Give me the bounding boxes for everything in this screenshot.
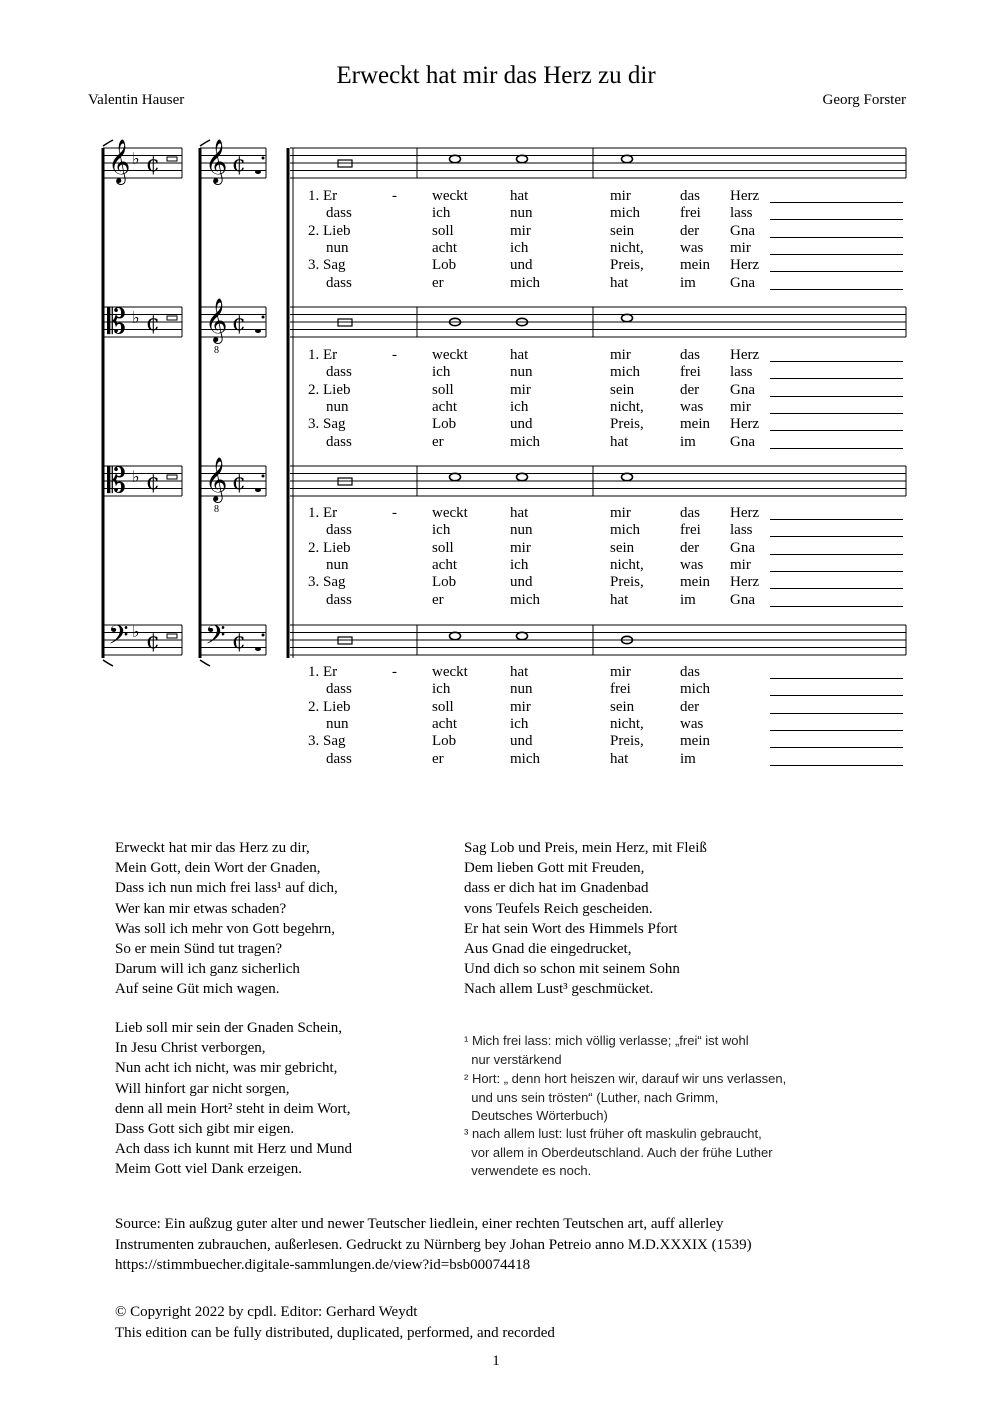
breve-mark bbox=[167, 157, 177, 161]
lyric-syllable: mir bbox=[610, 664, 631, 680]
cut-time-signature: ¢ bbox=[146, 311, 160, 336]
lyric-syllable: das bbox=[680, 188, 700, 204]
flat-key-signature: ♭ bbox=[132, 622, 140, 641]
whole-note bbox=[517, 632, 528, 639]
lyric-syllable: lass bbox=[730, 205, 753, 222]
bass-clef: 𝄢 bbox=[108, 619, 129, 657]
lyric-syllable: Gna bbox=[730, 433, 755, 450]
lyric-syllable: 1. Er bbox=[308, 188, 338, 204]
lyric-extender bbox=[770, 219, 903, 220]
lyric-syllable: sein bbox=[610, 381, 635, 398]
lyric-syllable: soll bbox=[432, 539, 454, 556]
lyric-extender bbox=[770, 519, 903, 520]
lyric-syllable: der bbox=[680, 222, 700, 239]
dot bbox=[262, 475, 265, 478]
cut-time-signature: ¢ bbox=[232, 629, 246, 654]
lyric-syllable: im bbox=[680, 274, 696, 291]
cut-time-signature: ¢ bbox=[146, 629, 160, 654]
footnote-2: ² Hort: „ denn hort heiszen wir, darauf wir uns verlassen, und uns sein trösten“ (Luther, nach Grimm, Deutsches Wörterbuch) bbox=[464, 1071, 787, 1123]
lyric-syllable: und bbox=[510, 574, 533, 591]
lyric-syllable: sein bbox=[610, 539, 635, 556]
lyric-syllable: dass bbox=[326, 433, 352, 450]
lyric-syllable: - bbox=[392, 505, 397, 521]
lyric-syllable: mir bbox=[730, 239, 751, 256]
lyric-extender bbox=[770, 536, 903, 537]
flat-key-signature: ♭ bbox=[132, 467, 140, 486]
whole-note bbox=[517, 473, 528, 480]
lyric-syllable: nun bbox=[510, 364, 533, 381]
lyric-syllable: mein bbox=[680, 574, 710, 591]
cut-time-signature: ¢ bbox=[232, 152, 246, 177]
lyric-syllable: Gna bbox=[730, 539, 755, 556]
lyric-syllable: der bbox=[680, 381, 700, 398]
lyric-syllable: nun bbox=[510, 522, 533, 539]
lyric-syllable: weckt bbox=[432, 505, 468, 521]
lyric-extender bbox=[770, 289, 903, 290]
lyric-syllable: was bbox=[680, 556, 704, 573]
lyric-syllable: mir bbox=[510, 698, 531, 715]
lyric-syllable: mir bbox=[610, 505, 631, 521]
lyric-extender bbox=[770, 747, 903, 748]
lyric-syllable: was bbox=[680, 239, 704, 256]
page-title: Erweckt hat mir das Herz zu dir bbox=[336, 62, 656, 89]
breve-note bbox=[338, 319, 352, 326]
lyric-syllable: dass bbox=[326, 364, 352, 381]
treble-clef: 𝄞 bbox=[205, 298, 228, 342]
lyric-syllable: ich bbox=[432, 205, 451, 222]
incipit-note bbox=[255, 170, 261, 174]
lyric-syllable: Lob bbox=[432, 257, 457, 274]
lyric-syllable: hat bbox=[510, 347, 529, 363]
alto-clef: 𝄡 bbox=[107, 302, 126, 342]
lyric-extender bbox=[770, 430, 903, 431]
lyric-syllable: dass bbox=[326, 522, 352, 539]
lyric-syllable: Preis, bbox=[610, 257, 644, 274]
lyric-syllable: Lob bbox=[432, 416, 457, 433]
cut-time-signature: ¢ bbox=[146, 152, 160, 177]
lyric-syllable: - bbox=[392, 347, 397, 363]
breve-mark bbox=[167, 475, 177, 479]
lyric-syllable: lass bbox=[730, 522, 753, 539]
whole-note bbox=[450, 473, 461, 480]
lyric-extender bbox=[770, 678, 903, 679]
lyric-syllable: im bbox=[680, 433, 696, 450]
lyric-syllable: nun bbox=[326, 556, 349, 573]
lyric-syllable: dass bbox=[326, 205, 352, 222]
source-citation: Source: Ein außzug guter alter und newer Teutscher liedlein, einer rechten Teutschen art, auff allerley Instrumenten zubrauchen, außerlesen. Gedruckt zu Nürnberg bey Johan Petreio anno M.D.XXXIX (1539) https://stimmbuecher.digitale-sammlungen.de/view?id=bsb00074418 bbox=[115, 1216, 752, 1273]
lyric-syllable: Gna bbox=[730, 274, 755, 291]
lyric-syllable: frei bbox=[680, 522, 701, 539]
lyric-syllable: 3. Sag bbox=[308, 574, 346, 591]
lyric-syllable: frei bbox=[610, 681, 631, 698]
lyric-syllable: Gna bbox=[730, 591, 755, 608]
lyric-syllable: mir bbox=[730, 556, 751, 573]
lyric-syllable: im bbox=[680, 591, 696, 608]
lyric-extender bbox=[770, 254, 903, 255]
cut-time-signature: ¢ bbox=[232, 311, 246, 336]
poem-stanza-2: Lieb soll mir sein der Gnaden Schein, In Jesu Christ verborgen, Nun acht ich nicht, was mir gebricht, Will hinfort gar nicht sorgen, denn all mein Hort² steht in deim Wort, Dass Gott sich gibt mir eigen. Ach dass ich kunnt mit Herz und Mund Meim Gott viel Dank erzeigen. bbox=[115, 1020, 353, 1178]
lyric-syllable: nicht, bbox=[610, 398, 644, 415]
lyric-syllable: der bbox=[680, 698, 700, 715]
lyric-syllable: hat bbox=[610, 274, 629, 291]
lyric-syllable: mir bbox=[610, 188, 631, 204]
lyric-extender bbox=[770, 237, 903, 238]
lyric-syllable: was bbox=[680, 398, 704, 415]
lyric-syllable: mir bbox=[510, 381, 531, 398]
arranger-credit: Valentin Hauser bbox=[88, 92, 185, 108]
lyric-syllable: 1. Er bbox=[308, 347, 338, 363]
lyric-extender bbox=[770, 695, 903, 696]
page-number: 1 bbox=[492, 1353, 500, 1369]
whole-note bbox=[622, 155, 633, 162]
octave-mark: 8 bbox=[214, 345, 219, 356]
lyric-syllable: sein bbox=[610, 698, 635, 715]
lyric-syllable: mein bbox=[680, 416, 710, 433]
lyric-syllable: frei bbox=[680, 205, 701, 222]
poem-stanza-1: Erweckt hat mir das Herz zu dir, Mein Gott, dein Wort der Gnaden, Dass ich nun mich frei lass¹ auf dich, Wer kan mir etwas schaden? Was soll ich mehr von Gott begehrn, So er mein Sünd tut tragen? Darum will ich ganz sicherlich Auf seine Güt mich wagen. bbox=[115, 840, 338, 998]
octave-mark: 8 bbox=[214, 504, 219, 515]
lyric-syllable: das bbox=[680, 664, 700, 680]
whole-note bbox=[450, 632, 461, 639]
lyric-syllable: 2. Lieb bbox=[308, 539, 351, 556]
lyric-syllable: 2. Lieb bbox=[308, 698, 351, 715]
lyric-syllable: Herz bbox=[730, 416, 760, 433]
incipit-note bbox=[255, 647, 261, 651]
lyric-syllable: mich bbox=[680, 681, 710, 698]
lyric-syllable: hat bbox=[510, 664, 529, 680]
bass-clef: 𝄢 bbox=[205, 619, 226, 657]
treble-clef: 𝄞 bbox=[108, 139, 131, 183]
lyric-extender bbox=[770, 413, 903, 414]
lyric-syllable: ich bbox=[510, 556, 529, 573]
dot bbox=[262, 316, 265, 319]
breve-note bbox=[338, 478, 352, 485]
lyric-syllable: nicht, bbox=[610, 556, 644, 573]
lyric-syllable: mich bbox=[610, 364, 640, 381]
dot bbox=[262, 634, 265, 637]
lyric-syllable: Gna bbox=[730, 222, 755, 239]
incipit-note bbox=[255, 488, 261, 492]
lyric-extender bbox=[770, 202, 903, 203]
lyric-extender bbox=[770, 361, 903, 362]
lyric-syllable: mich bbox=[510, 274, 540, 291]
lyric-syllable: Herz bbox=[730, 347, 760, 363]
incipit-bracket-bottom bbox=[200, 660, 210, 666]
lyric-syllable: 3. Sag bbox=[308, 733, 346, 750]
lyric-syllable: hat bbox=[510, 188, 529, 204]
lyric-syllable: mich bbox=[510, 591, 540, 608]
lyric-syllable: 2. Lieb bbox=[308, 381, 351, 398]
treble-clef: 𝄞 bbox=[205, 139, 228, 183]
lyric-syllable: das bbox=[680, 505, 700, 521]
lyric-syllable: ich bbox=[510, 715, 529, 732]
lyric-syllable: dass bbox=[326, 591, 352, 608]
composer-credit: Georg Forster bbox=[822, 92, 906, 108]
lyric-syllable: 2. Lieb bbox=[308, 222, 351, 239]
lyric-syllable: nun bbox=[326, 398, 349, 415]
lyric-syllable: mich bbox=[610, 522, 640, 539]
breve-note bbox=[338, 637, 352, 644]
lyric-syllable: ich bbox=[432, 522, 451, 539]
lyric-syllable: er bbox=[432, 433, 444, 450]
lyric-syllable: und bbox=[510, 733, 533, 750]
lyric-syllable: Lob bbox=[432, 733, 457, 750]
lyric-syllable: hat bbox=[610, 591, 629, 608]
lyric-syllable: nun bbox=[326, 715, 349, 732]
lyric-extender bbox=[770, 713, 903, 714]
lyric-syllable: dass bbox=[326, 750, 352, 767]
lyric-syllable: acht bbox=[432, 556, 457, 573]
lyric-syllable: mir bbox=[610, 347, 631, 363]
lyric-syllable: der bbox=[680, 539, 700, 556]
lyric-syllable: soll bbox=[432, 698, 454, 715]
lyric-syllable: weckt bbox=[432, 347, 468, 363]
lyric-syllable: was bbox=[680, 715, 704, 732]
lyric-syllable: mich bbox=[510, 750, 540, 767]
lyric-syllable: hat bbox=[610, 433, 629, 450]
lyric-syllable: mir bbox=[510, 539, 531, 556]
lyric-syllable: Gna bbox=[730, 381, 755, 398]
lyric-syllable: Preis, bbox=[610, 574, 644, 591]
lyric-syllable: soll bbox=[432, 222, 454, 239]
lyric-syllable: Preis, bbox=[610, 416, 644, 433]
lyric-syllable: hat bbox=[610, 750, 629, 767]
lyric-syllable: mir bbox=[510, 222, 531, 239]
poem-stanza-3: Sag Lob und Preis, mein Herz, mit Fleiß Dem lieben Gott mit Freuden, dass er dich hat im Gnadenbad vons Teufels Reich gescheiden. Er hat sein Wort des Himmels Pfort Aus Gnad die eingedrucket, Und dich so schon mit seinem Sohn Nach allem Lust³ geschmücket. bbox=[464, 840, 707, 998]
lyric-syllable: 1. Er bbox=[308, 664, 338, 680]
breve-mark bbox=[167, 316, 177, 320]
lyric-syllable: acht bbox=[432, 239, 457, 256]
lyric-syllable: und bbox=[510, 257, 533, 274]
lyric-syllable: dass bbox=[326, 274, 352, 291]
lyric-syllable: Herz bbox=[730, 188, 760, 204]
dot bbox=[262, 157, 265, 160]
bracket-bottom-hook bbox=[103, 660, 113, 666]
lyric-syllable: 1. Er bbox=[308, 505, 338, 521]
lyric-syllable: mich bbox=[610, 205, 640, 222]
cut-time-signature: ¢ bbox=[146, 470, 160, 495]
lyric-syllable: 3. Sag bbox=[308, 257, 346, 274]
lyric-syllable: ich bbox=[432, 681, 451, 698]
flat-key-signature: ♭ bbox=[132, 149, 140, 168]
whole-note bbox=[622, 314, 633, 321]
lyric-syllable: Herz bbox=[730, 505, 760, 521]
cut-time-signature: ¢ bbox=[232, 470, 246, 495]
lyric-extender bbox=[770, 554, 903, 555]
lyric-syllable: nun bbox=[510, 205, 533, 222]
lyric-syllable: er bbox=[432, 591, 444, 608]
lyric-syllable: Herz bbox=[730, 257, 760, 274]
lyric-syllable: im bbox=[680, 750, 696, 767]
copyright-notice: © Copyright 2022 by cpdl. Editor: Gerhard Weydt This edition can be fully distributed, duplicated, performed, and recorded bbox=[115, 1304, 555, 1341]
lyric-syllable: hat bbox=[510, 505, 529, 521]
lyric-extender bbox=[770, 571, 903, 572]
lyric-syllable: - bbox=[392, 664, 397, 680]
lyric-syllable: er bbox=[432, 274, 444, 291]
flat-key-signature: ♭ bbox=[132, 308, 140, 327]
lyric-extender bbox=[770, 448, 903, 449]
footnote-3: ³ nach allem lust: lust früher oft maskulin gebraucht, vor allem in Oberdeutschland. Auch der frühe Luther verwendete es noch. bbox=[464, 1126, 773, 1178]
lyric-extender bbox=[770, 396, 903, 397]
lyric-extender bbox=[770, 588, 903, 589]
lyric-syllable: mein bbox=[680, 257, 710, 274]
whole-note bbox=[622, 473, 633, 480]
lyric-extender bbox=[770, 606, 903, 607]
lyric-syllable: soll bbox=[432, 381, 454, 398]
alto-clef: 𝄡 bbox=[107, 461, 126, 501]
lyric-syllable: nun bbox=[326, 239, 349, 256]
lyric-syllable: das bbox=[680, 347, 700, 363]
breve-note bbox=[338, 160, 352, 167]
lyric-extender bbox=[770, 271, 903, 272]
lyric-syllable: acht bbox=[432, 715, 457, 732]
lyric-syllable: ich bbox=[510, 239, 529, 256]
lyric-syllable: sein bbox=[610, 222, 635, 239]
lyric-syllable: acht bbox=[432, 398, 457, 415]
lyric-syllable: nicht, bbox=[610, 715, 644, 732]
lyric-syllable: frei bbox=[680, 364, 701, 381]
whole-note bbox=[517, 155, 528, 162]
breve-mark bbox=[167, 634, 177, 638]
incipit-note bbox=[255, 329, 261, 333]
lyric-syllable: er bbox=[432, 750, 444, 767]
lyric-extender bbox=[770, 378, 903, 379]
lyric-syllable: mir bbox=[730, 398, 751, 415]
whole-note bbox=[450, 155, 461, 162]
lyric-syllable: Herz bbox=[730, 574, 760, 591]
lyric-syllable: nun bbox=[510, 681, 533, 698]
lyric-syllable: weckt bbox=[432, 188, 468, 204]
lyric-syllable: mich bbox=[510, 433, 540, 450]
lyric-syllable: weckt bbox=[432, 664, 468, 680]
lyric-syllable: und bbox=[510, 416, 533, 433]
footnote-1: ¹ Mich frei lass: mich völlig verlasse; „frei“ ist wohl nur verstärkend bbox=[464, 1033, 749, 1067]
lyric-syllable: ich bbox=[432, 364, 451, 381]
lyric-extender bbox=[770, 730, 903, 731]
lyric-syllable: lass bbox=[730, 364, 753, 381]
lyric-syllable: Preis, bbox=[610, 733, 644, 750]
lyric-syllable: 3. Sag bbox=[308, 416, 346, 433]
lyric-syllable: mein bbox=[680, 733, 710, 750]
lyric-syllable: nicht, bbox=[610, 239, 644, 256]
treble-clef: 𝄞 bbox=[205, 457, 228, 501]
lyric-extender bbox=[770, 765, 903, 766]
lyric-syllable: dass bbox=[326, 681, 352, 698]
lyric-syllable: - bbox=[392, 188, 397, 204]
lyric-syllable: Lob bbox=[432, 574, 457, 591]
lyric-syllable: ich bbox=[510, 398, 529, 415]
